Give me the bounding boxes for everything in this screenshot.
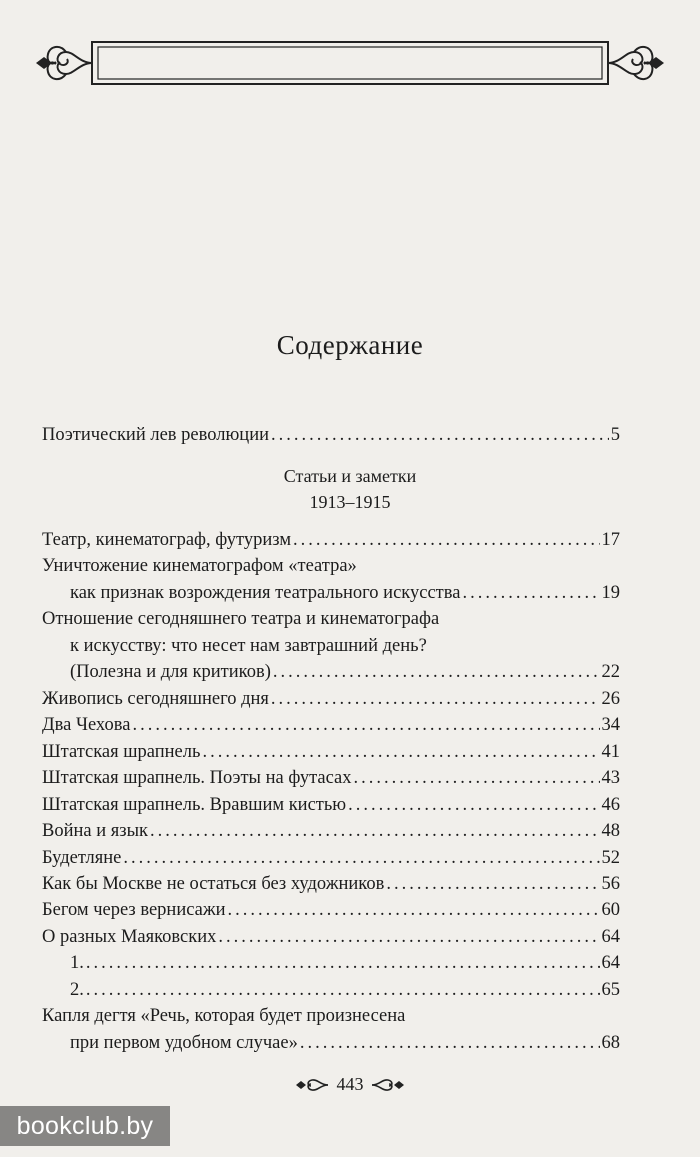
leader-dots: [218, 924, 599, 950]
toc-entry-page: 34: [601, 715, 620, 735]
toc-entry-page: 41: [601, 742, 620, 762]
toc-entry-page: 60: [601, 900, 620, 920]
toc-entry-page: 64: [601, 953, 620, 973]
toc-entry: [42, 845, 620, 871]
toc-entry-page: 22: [601, 662, 620, 682]
leader-dots: [386, 871, 599, 897]
leader-dots: [348, 792, 599, 818]
toc-entry-title: О разных Маяковских: [42, 927, 217, 947]
toc-subentry: [42, 977, 620, 1003]
toc-entry-page: 19: [601, 583, 620, 603]
toc-entry-title: Два Чехова: [42, 715, 131, 735]
toc-entry: [42, 686, 620, 712]
leader-dots: [86, 977, 600, 1003]
right-ornament-icon: [372, 1077, 406, 1093]
toc-entry: [42, 765, 620, 791]
toc-entry-title: Бегом через вернисажи: [42, 900, 226, 920]
toc-entry-title-line1: Уничтожение кинематографом «театра»: [42, 556, 357, 576]
page-number: 443: [336, 1074, 364, 1095]
toc-entry: [42, 527, 620, 553]
toc-entry-title: Как бы Москве не остаться без художников: [42, 874, 385, 894]
leader-dots: [86, 950, 600, 976]
ornamental-header-frame: [0, 0, 700, 100]
leader-dots: [132, 712, 599, 738]
toc-entry-title-line2: к искусству: что несет нам завтрашний день?: [70, 636, 427, 656]
toc-entry-title: Будетляне: [42, 848, 122, 868]
page-title: Содержание: [276, 330, 424, 360]
toc-entry-page: 52: [601, 848, 620, 868]
toc-entry: [42, 792, 620, 818]
toc-entry-page: 17: [601, 530, 620, 550]
section-years: 1913–1915: [309, 492, 391, 512]
leader-dots: [123, 845, 599, 871]
toc-entry: [42, 580, 620, 606]
toc-entry-title-line1: Капля дегтя «Речь, которая будет произнесена: [42, 1006, 406, 1026]
toc-entry: [42, 871, 620, 897]
leader-dots: [271, 686, 600, 712]
toc-subentry: [42, 950, 620, 976]
toc-entry-page: 64: [601, 927, 620, 947]
toc-entry: [42, 924, 620, 950]
toc-entry-title: 1.: [70, 953, 84, 973]
toc-entry-title: Штатская шрапнель: [42, 742, 201, 762]
toc-entry-title: Театр, кинематограф, футуризм: [42, 530, 292, 550]
toc-entry-page: 56: [601, 874, 620, 894]
leader-dots: [300, 1030, 600, 1056]
toc-entry: [42, 422, 620, 448]
section-title: Статьи и заметки: [283, 466, 417, 486]
watermark-label: bookclub.by: [0, 1106, 170, 1146]
toc-entry-page: 5: [610, 425, 620, 445]
toc-entry: [42, 712, 620, 738]
leader-dots: [228, 897, 600, 923]
toc-entry: [42, 659, 620, 685]
toc-entry-page: 65: [601, 980, 620, 1000]
toc-entry-title-line3: (Полезна и для критиков): [70, 662, 271, 682]
toc-entry-title: 2.: [70, 980, 84, 1000]
toc-entry-title: Живопись сегодняшнего дня: [42, 689, 269, 709]
toc-entry-title: Поэтический лев революции: [42, 425, 269, 445]
left-ornament-icon: [294, 1077, 328, 1093]
toc-entry: [42, 818, 620, 844]
toc-entry: [42, 739, 620, 765]
toc-entry: [42, 897, 620, 923]
leader-dots: [202, 739, 599, 765]
toc-entry-page: 46: [601, 795, 620, 815]
leader-dots: [293, 527, 599, 553]
toc-entry: [42, 1030, 620, 1056]
toc-entry-title: Штатская шрапнель. Вравшим кистью: [42, 795, 347, 815]
toc-entry-page: 68: [601, 1033, 620, 1053]
toc-entry-page: 43: [601, 768, 620, 788]
toc-entry-page: 48: [601, 821, 620, 841]
leader-dots: [150, 818, 600, 844]
toc-entry-title: Война и язык: [42, 821, 148, 841]
leader-dots: [354, 765, 600, 791]
toc-entry-title-line2: как признак возрождения театрального искусства: [70, 583, 461, 603]
leader-dots: [271, 422, 609, 448]
leader-dots: [273, 659, 600, 685]
page-number-footer: [0, 1073, 700, 1095]
leader-dots: [462, 580, 599, 606]
toc-entry-title: Штатская шрапнель. Поэты на футасах: [42, 768, 352, 788]
toc-entry-title-line1: Отношение сегодняшнего театра и кинематографа: [42, 609, 440, 629]
toc-entry-page: 26: [601, 689, 620, 709]
toc-entry-title-line2: при первом удобном случае»: [70, 1033, 298, 1053]
